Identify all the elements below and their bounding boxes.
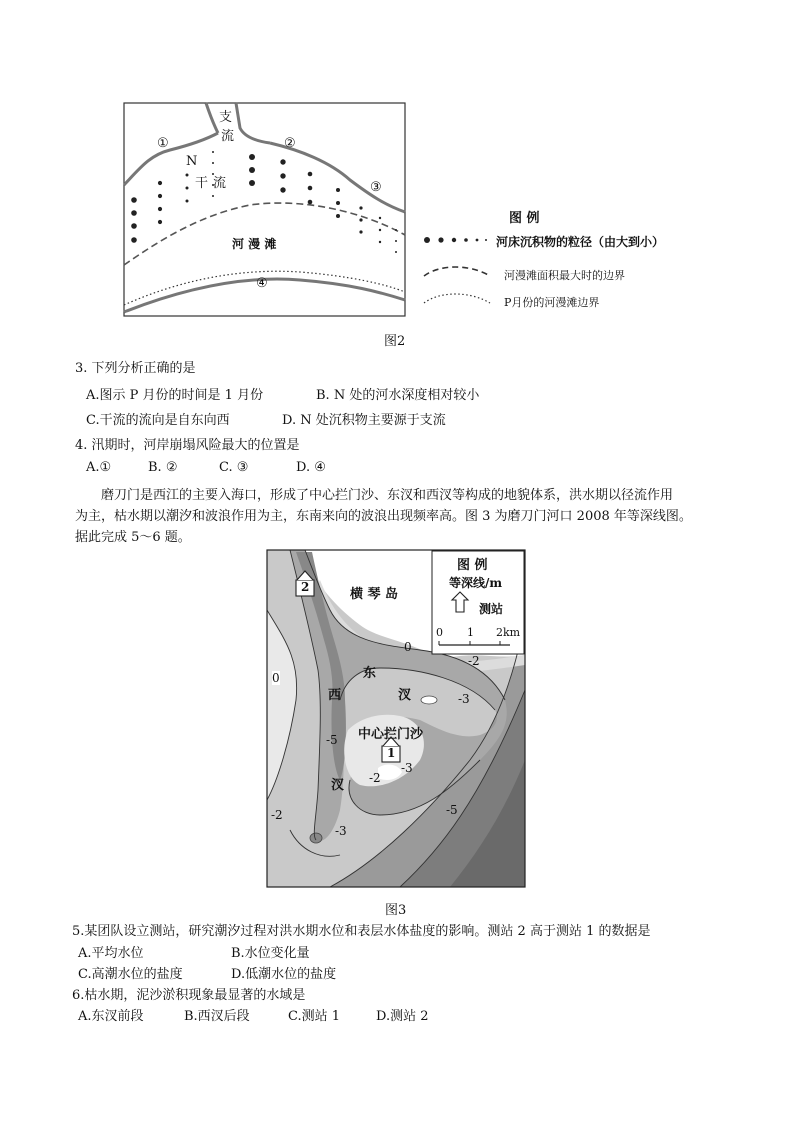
q3-option-d: D. N 处沉积物主要源于支流 — [282, 413, 446, 428]
label-point-n: N — [186, 154, 198, 169]
label-circle-2: ② — [284, 136, 296, 151]
q5-option-d: D.低潮水位的盐度 — [231, 967, 337, 982]
q4-stem: 4. 汛期时，河岸崩塌风险最大的位置是 — [75, 438, 300, 453]
fig3-scale-2: 2km — [496, 626, 521, 639]
q6-stem: 6.枯水期，泥沙淤积现象最显著的水域是 — [72, 988, 306, 1003]
contour-label: 0 — [404, 640, 412, 654]
fig3-legend-station: 测站 — [479, 602, 504, 616]
label-west-branch-a: 西 — [328, 688, 342, 703]
q4-option-a: A.① — [86, 460, 112, 475]
q5-stem: 5.某团队设立测站，研究潮汐过程对洪水期水位和表层水体盐度的影响。测站 2 高于测站 1 的数据是 — [72, 924, 651, 939]
passage-line-1: 磨刀门是西江的主要入海口，形成了中心拦门沙、东汊和西汊等构成的地貌体系，洪水期以径流作用 — [101, 488, 674, 503]
label-east-branch-a: 东 — [363, 666, 377, 681]
q6-option-b: B.西汊后段 — [184, 1009, 250, 1024]
contour-label: -3 — [401, 761, 413, 775]
contour-label: 0 — [272, 671, 280, 685]
label-circle-1: ① — [157, 136, 169, 151]
q3-option-a: A.图示 P 月份的时间是 1 月份 — [86, 388, 264, 403]
label-west-branch-b: 汊 — [331, 778, 345, 793]
label-circle-3: ③ — [370, 180, 382, 195]
label-mainstream-b: 流 — [213, 176, 227, 191]
fig2-legend-title: 图 例 — [509, 211, 540, 226]
label-circle-4: ④ — [256, 276, 268, 291]
q4-option-d: D. ④ — [296, 460, 326, 475]
fig3-legend-isobath: 等深线/m — [449, 576, 503, 590]
contour-label: -3 — [458, 692, 470, 706]
q5-option-b: B.水位变化量 — [231, 946, 310, 961]
contour-label: -2 — [468, 654, 480, 668]
q3-option-b: B. N 处的河水深度相对较小 — [316, 388, 480, 403]
q6-option-d: D.测站 2 — [376, 1009, 429, 1024]
fig2-legend-sediment: 河床沉积物的粒径（由大到小） — [496, 235, 665, 249]
label-floodplain: 河 漫 滩 — [232, 237, 277, 251]
station-2-marker: 2 — [301, 580, 310, 594]
q4-option-b: B. ② — [148, 460, 178, 475]
q3-stem: 3. 下列分析正确的是 — [75, 361, 196, 376]
q4-option-c: C. ③ — [219, 460, 249, 475]
label-tributary-b: 流 — [221, 129, 235, 144]
label-east-branch-b: 汊 — [398, 688, 412, 703]
q3-option-c: C.干流的流向是自东向西 — [86, 413, 230, 428]
station-1-marker: 1 — [387, 746, 396, 760]
contour-label: -5 — [326, 733, 338, 747]
label-mainstream-a: 干 — [195, 176, 209, 191]
contour-label: -2 — [369, 771, 381, 785]
contour-label: -5 — [446, 803, 458, 817]
figure-2-caption: 图2 — [384, 334, 406, 349]
passage-line-2: 为主，枯水期以潮汐和波浪作用为主，东南来向的波浪出现频率高。图 3 为磨刀门河口 2008 年等深线图。 — [75, 509, 692, 524]
contour-label: -2 — [271, 808, 283, 822]
label-central-sandbar: 中心拦门沙 — [358, 727, 424, 742]
fig3-scale-0: 0 — [436, 626, 443, 639]
fig2-legend-p-boundary: P月份的河漫滩边界 — [504, 296, 600, 309]
fig2-legend-max-boundary: 河漫滩面积最大时的边界 — [504, 269, 625, 282]
figure-3-caption: 图3 — [385, 903, 407, 918]
fig3-legend-title: 图 例 — [457, 558, 488, 573]
q5-option-a: A.平均水位 — [78, 946, 144, 961]
label-hengqin-island: 横 琴 岛 — [350, 587, 399, 602]
q6-option-c: C.测站 1 — [288, 1009, 341, 1024]
q5-option-c: C.高潮水位的盐度 — [78, 967, 183, 982]
label-tributary-a: 支 — [219, 110, 233, 125]
q6-option-a: A.东汊前段 — [78, 1009, 144, 1024]
fig3-scale-1: 1 — [467, 626, 474, 639]
passage-line-3: 据此完成 5～6 题。 — [75, 530, 191, 545]
contour-label: -3 — [335, 824, 347, 838]
